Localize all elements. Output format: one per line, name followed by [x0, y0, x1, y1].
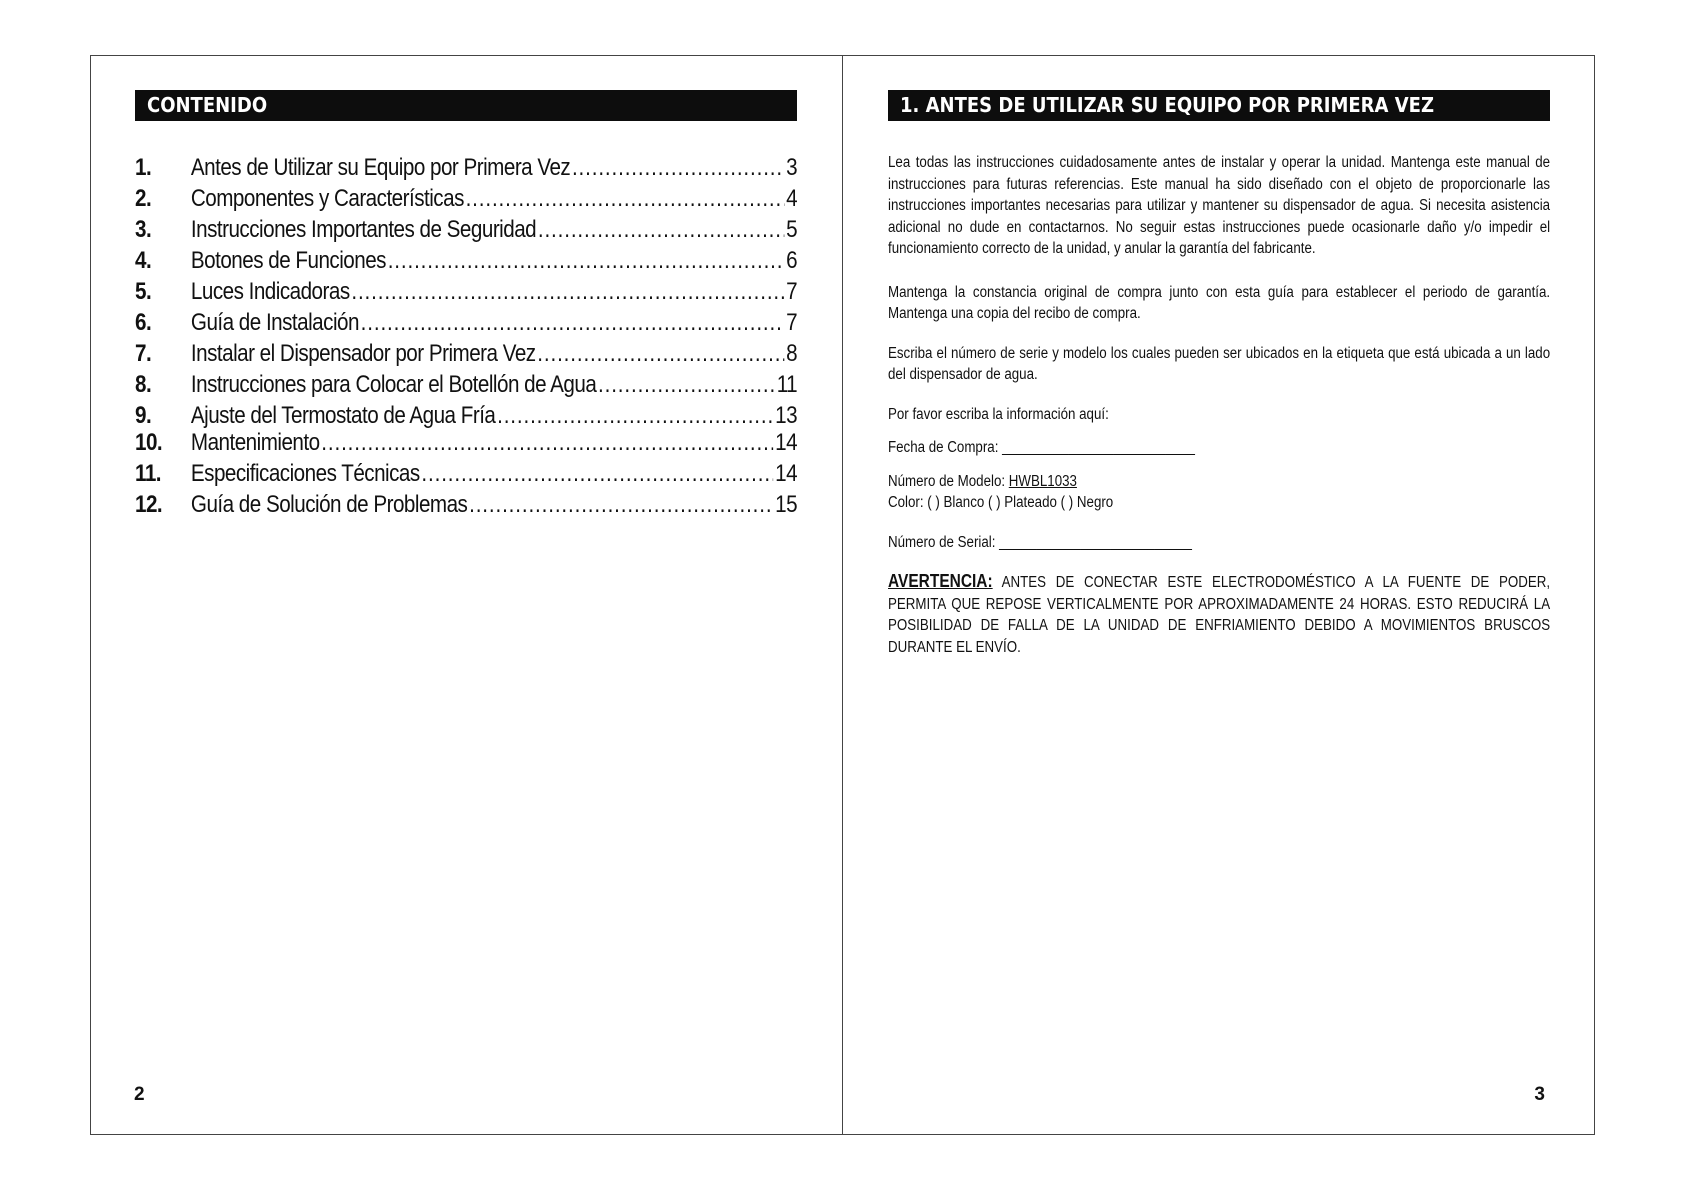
toc-title: Mantenimiento — [190, 429, 320, 456]
toc-number: 11. — [135, 460, 162, 487]
toc-number: 12. — [135, 491, 163, 518]
toc-page: 8 — [786, 340, 798, 367]
right-page — [843, 56, 1595, 1134]
toc-leader — [598, 371, 775, 399]
toc-title: Componentes y Características — [190, 185, 464, 212]
purchase-date-line — [888, 437, 1550, 459]
toc-entry[interactable] — [135, 491, 797, 522]
toc-number: 6. — [135, 309, 152, 336]
section-body — [888, 152, 1550, 658]
toc-entry[interactable] — [135, 216, 797, 247]
serial-field[interactable]: __________________________ — [999, 533, 1192, 551]
toc-title: Ajuste del Termostato de Agua Fría — [190, 402, 496, 429]
toc-number: 7. — [135, 340, 152, 367]
warning-text: ANTES DE CONECTAR ESTE ELECTRODOMÉSTICO A LA FUENTE DE PODER, PERMITA QUE REPOSE VERTICALMENTE POR APROXIMADAMENTE 24 HORAS. ESTO REDUCIRÁ LA POSIBILIDAD DE FALLA DE LA UNIDAD DE ENFRIAMIENTO DEBIDO A MOVIMIENTOS BRUSCOS DURANTE EL ENVÍO. — [888, 574, 1551, 656]
toc-title: Luces Indicadoras — [190, 278, 350, 305]
receipt-paragraph: Mantenga la constancia original de compra junto con esta guía para establecer el periodo de garantía. Mantenga una copia del recibo de compra. — [888, 283, 1551, 322]
page-number: 2 — [134, 1084, 145, 1105]
toc-number: 3. — [135, 216, 152, 243]
toc-entry[interactable] — [135, 460, 797, 491]
toc-title: Especificaciones Técnicas — [190, 460, 420, 487]
toc-title: Instalar el Dispensador por Primera Vez — [190, 340, 536, 367]
section-header: 1. ANTES DE UTILIZAR SU EQUIPO POR PRIMERA VEZ — [888, 90, 1550, 121]
toc-entry[interactable] — [135, 154, 797, 185]
table-of-contents — [135, 154, 797, 522]
contents-header: CONTENIDO — [135, 90, 797, 121]
purchase-date-field[interactable]: __________________________ — [1002, 439, 1195, 456]
toc-page: 7 — [786, 278, 798, 305]
warning-label: AVERTENCIA: — [888, 571, 993, 591]
toc-leader — [469, 491, 773, 519]
toc-leader — [321, 429, 773, 457]
color-line: Color: ( ) Blanco ( ) Plateado ( ) Negro — [888, 494, 1114, 511]
toc-leader — [572, 154, 784, 182]
model-value: HWBL1033 — [1008, 472, 1077, 490]
toc-page: 4 — [786, 185, 798, 212]
toc-number: 9. — [135, 402, 152, 429]
model-line — [888, 471, 1550, 493]
toc-leader — [497, 402, 773, 430]
toc-title: Instrucciones Importantes de Seguridad — [190, 216, 537, 243]
toc-page: 15 — [775, 491, 798, 518]
toc-page: 14 — [775, 429, 798, 456]
toc-title: Antes de Utilizar su Equipo por Primera Vez — [190, 154, 571, 181]
toc-leader — [538, 216, 785, 244]
serial-note-paragraph: Escriba el número de serie y modelo los cuales pueden ser ubicados en la etiqueta que está ubicada a un lado del dispensador de agua. — [888, 344, 1551, 383]
model-label: Número de Modelo: — [888, 472, 1006, 490]
toc-number: 2. — [135, 185, 152, 212]
warning-paragraph — [888, 571, 1550, 658]
toc-title: Guía de Instalación — [190, 309, 359, 336]
toc-page: 3 — [786, 154, 798, 181]
manual-spread — [90, 55, 1595, 1135]
purchase-date-label: Fecha de Compra: — [888, 439, 999, 456]
toc-page: 11 — [776, 371, 798, 398]
serial-line — [888, 532, 1550, 554]
toc-entry[interactable] — [135, 371, 797, 402]
toc-number: 10. — [135, 429, 163, 456]
intro-paragraph: Lea todas las instrucciones cuidadosamente antes de instalar y operar la unidad. Mantenga este manual de instrucciones para futuras referencias. Este manual ha sido diseñado con el objeto de proporcionarle las instrucciones importantes necesarias para utilizar y mantener su dispensador de agua. Si necesita asistencia adicional no dude en contactarnos. No seguir estas instrucciones puede ocasionarle daño y/o impedir el funcionamiento correcto de la unidad, y anular la garantía del fabricante. — [888, 154, 1551, 257]
toc-page: 13 — [775, 402, 798, 429]
toc-leader — [388, 247, 785, 275]
write-here-text: Por favor escriba la información aquí: — [888, 405, 1109, 423]
left-page — [91, 56, 843, 1134]
toc-leader — [351, 278, 784, 306]
toc-number: 4. — [135, 247, 152, 274]
toc-entry[interactable] — [135, 402, 797, 429]
toc-entry[interactable] — [135, 185, 797, 216]
toc-entry[interactable] — [135, 309, 797, 340]
toc-leader — [361, 309, 785, 337]
toc-page: 14 — [775, 460, 798, 487]
toc-title: Guía de Solución de Problemas — [190, 491, 468, 518]
toc-page: 5 — [786, 216, 798, 243]
toc-page: 6 — [786, 247, 798, 274]
toc-entry[interactable] — [135, 247, 797, 278]
toc-entry[interactable] — [135, 278, 797, 309]
serial-label: Número de Serial: — [888, 533, 996, 551]
toc-number: 1. — [135, 154, 152, 181]
toc-leader — [466, 185, 785, 213]
toc-leader — [537, 340, 784, 368]
toc-title: Instrucciones para Colocar el Botellón de Agua — [190, 371, 597, 398]
toc-title: Botones de Funciones — [190, 247, 386, 274]
toc-number: 5. — [135, 278, 152, 305]
toc-entry[interactable] — [135, 340, 797, 371]
toc-leader — [421, 460, 773, 488]
page-number: 3 — [1534, 1084, 1545, 1105]
toc-number: 8. — [135, 371, 152, 398]
toc-entry[interactable] — [135, 429, 797, 460]
toc-page: 7 — [786, 309, 798, 336]
